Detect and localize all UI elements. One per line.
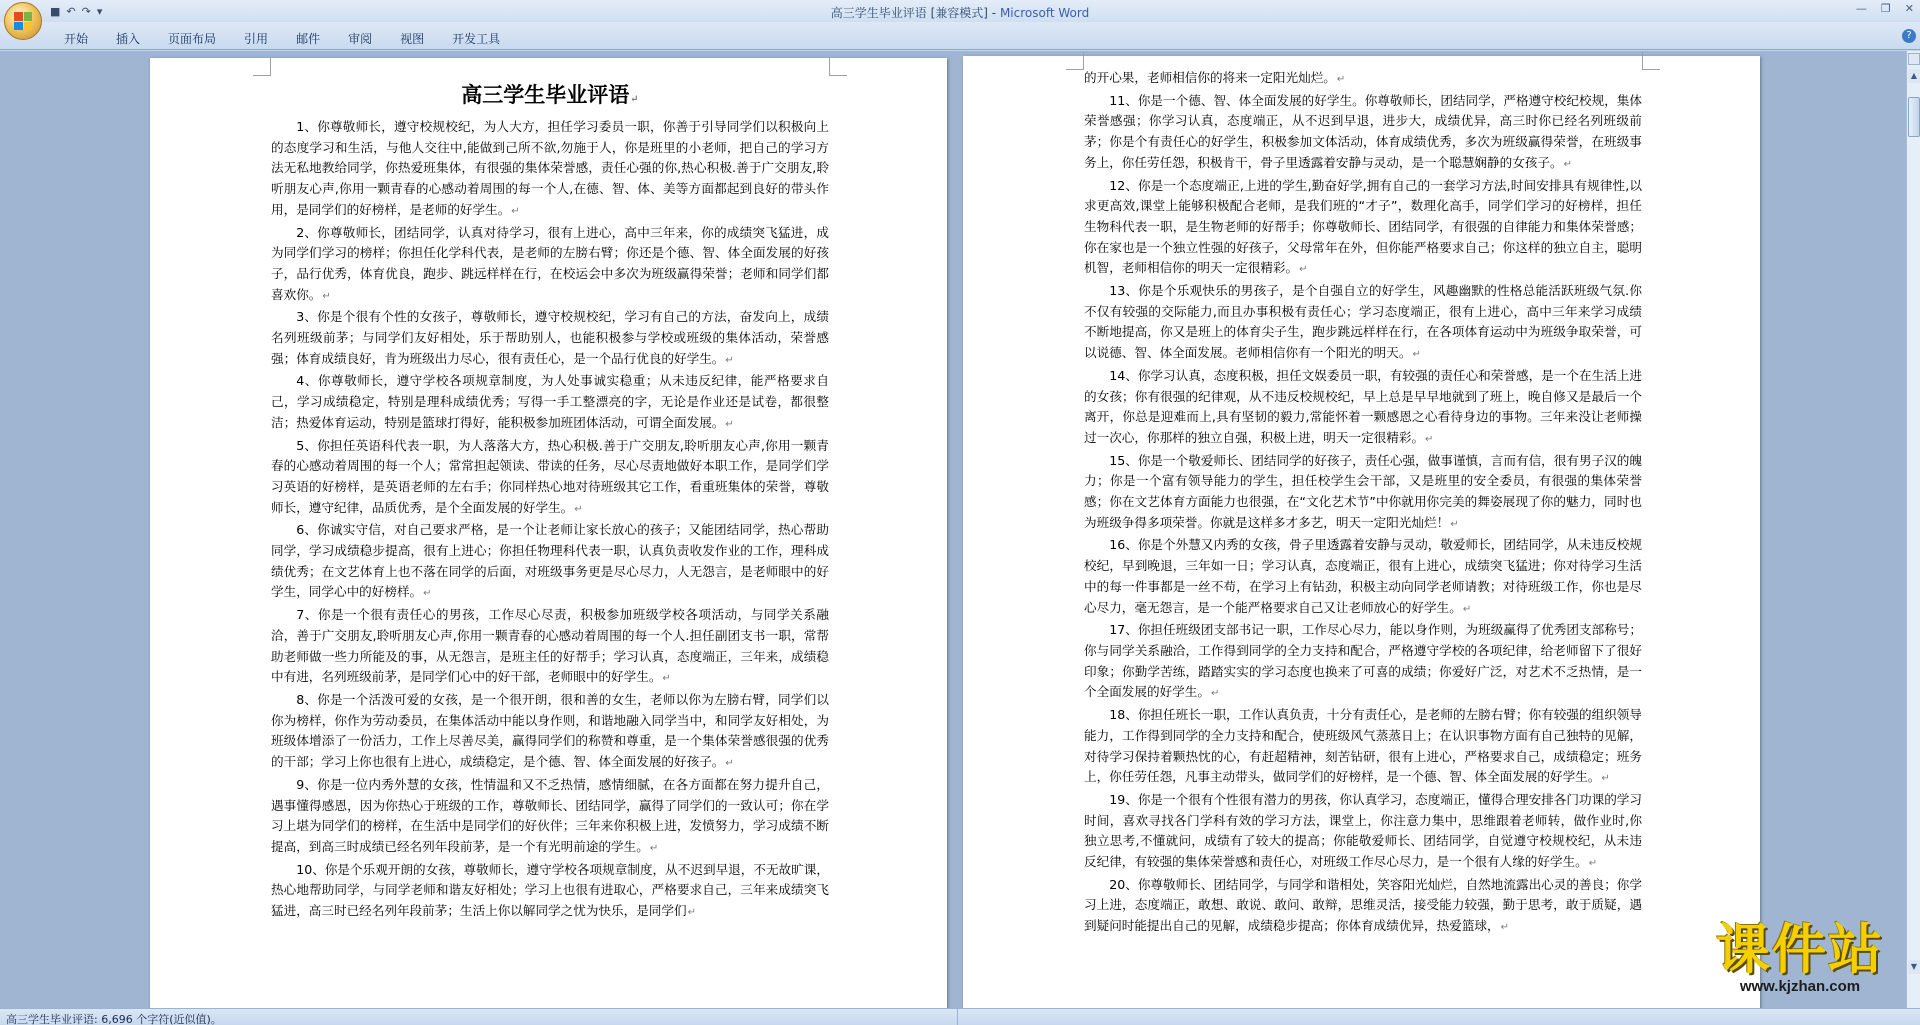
paragraph-mark: ↵: [1588, 858, 1598, 870]
paragraph[interactable]: [1084, 281, 1642, 366]
watermark-url: www.kjzhan.com: [1739, 978, 1861, 995]
watermark-title: 课件站: [1716, 918, 1884, 981]
paragraph-text: 1、你尊敬师长，遵守校规校纪，为人大方，担任学习委员一职，你善于引导同学们以积极向上的态度学习和生活，与他人交往中,能做到己所不欲,勿施于人，你是班里的小老师，把自己的学习方法无私地教给同学，你热爱班集体，有很强的集体荣誉感，责任心强的你,热心积极.善于广交朋友,聆听朋友心声,你用一颗青春的心感动着周围的每一个人,在德、智、体、美等方面都起到良好的带头作用，是同学们的好榜样，是老师的好学生。: [271, 119, 829, 217]
watermark-logo: [1716, 920, 1884, 995]
status-divider: [957, 1008, 958, 1025]
page-content[interactable]: [1084, 68, 1642, 939]
paragraph-text: 17、你担任班级团支部书记一职，工作尽心尽力，能以身作则，为班级赢得了优秀团支部称号；你与同学关系融洽，工作得到同学的全力支持和配合，严格遵守学校的各项纪律，给老师留下了很好印象；你勤学苦练，踏踏实实的学习态度也换来了可喜的成绩；你爱好广泛，对艺术不乏热情，是一个全面发展的好学生。: [1084, 622, 1642, 700]
help-icon[interactable]: ?: [1902, 29, 1916, 43]
paragraph[interactable]: [1084, 91, 1642, 176]
paragraph[interactable]: [1084, 366, 1642, 451]
paragraph-text: 16、你是个外慧又内秀的女孩，骨子里透露着安静与灵动，敬爱师长，团结同学，从未违反校规校纪，早到晚退，三年如一日；学习认真，态度端正，很有上进心，成绩突飞猛进；你对待学习生活中的每一件事都是一丝不苟，在学习上有钻劲，积极主动向同学老师请教；对待班级工作，你也是尽心尽力，毫无怨言，是一个能严格要求自己又让老师放心的好学生。: [1084, 537, 1642, 615]
document-name: 高三学生毕业评语 [兼容模式]: [830, 6, 988, 20]
paragraph-mark: ↵: [1500, 922, 1509, 934]
paragraph-text: 12、你是一个态度端正,上进的学生,勤奋好学,拥有自己的一套学习方法,时间安排具有规律性,以求更高效,课堂上能够积极配合老师，是我们班的“才子”，数理化高手，同学们学习的好榜样，担任生物科代表一职，是生物老师的好帮手；你尊敬师长、团结同学，有很强的自律能力和集体荣誉感；你在家也是一个独立性强的好孩子，父母常年在外，但你能严格要求自己；你这样的独立自主，聪明机智，老师相信你的明天一定很精彩。: [1084, 177, 1642, 276]
tab-3[interactable]: 引用: [244, 32, 269, 46]
paragraph-text: 6、你诚实守信，对自己要求严格，是一个让老师让家长放心的孩子；又能团结同学，热心帮助同学，学习成绩稳步提高，很有上进心；你担任物理科代表一职，认真负责收发作业的工作，理科成绩优秀；在文艺体育上也不落在同学的后面，对班级事务更是尽心尽力，人无怨言，是老师眼中的好学生，同学心中的好榜样。: [271, 522, 829, 600]
margin-corner-mark: [1066, 52, 1084, 70]
paragraph-mark: ↵: [649, 842, 659, 854]
page-content[interactable]: [271, 80, 829, 924]
paragraph[interactable]: [1084, 705, 1642, 790]
paragraph[interactable]: [1084, 176, 1642, 282]
paragraph-text: 5、你担任英语科代表一职，为人落落大方，热心积极.善于广交朋友,聆听朋友心声,你用一颗青春的心感动着周围的每一个人；常常担起领读、带读的任务，尽心尽责地做好本职工作，是同学们学习英语的好榜样，是英语老师的左右手；你同样热心地对待班级其它工作，看重班集体的荣誉，尊敬师长，遵守纪律，品质优秀，是个全面发展的好学生。: [271, 437, 829, 515]
paragraph-mark: ↵: [322, 290, 331, 302]
office-logo-icon: [14, 12, 32, 30]
page-right[interactable]: [963, 56, 1760, 1008]
margin-corner-mark: [1642, 52, 1660, 70]
restore-icon[interactable]: ❐: [1880, 2, 1891, 15]
paragraph-mark: ↵: [1563, 158, 1572, 170]
paragraph-mark: ↵: [1450, 518, 1459, 530]
paragraph-text: 18、你担任班长一职，工作认真负责，十分有责任心，是老师的左膀右臂；你有较强的组织领导能力，工作得到同学的全力支持和配合，使班级风气蒸蒸日上；在认识事物方面有自己独特的见解，对待学习保持着颗热忱的心，有赶超精神，刻苦钻研，很有上进心，严格要求自己，成绩稳定；班务上，你任劳任怨，凡事主动带头，做同学们的好榜样，是一个德、智、体全面发展的好学生。: [1084, 707, 1642, 785]
paragraph-mark: ↵: [725, 758, 734, 770]
margin-corner-mark: [253, 58, 271, 76]
document-title-text: 高三学生毕业评语: [461, 82, 630, 107]
paragraph-text: 20、你尊敬师长、团结同学，与同学和谐相处，笑容阳光灿烂，自然地流露出心灵的善良；你学习上进，态度端正，敢想、敢说、敢问、敢辩，思维灵活，接受能力较强，勤于思考，敢于质疑，遇到疑问时能提出自己的见解，成绩稳步提高；你体育成绩优异，热爱篮球，: [1084, 876, 1642, 934]
paragraph-mark: ↵: [1412, 349, 1421, 361]
paragraph[interactable]: [1084, 535, 1642, 620]
paragraph-mark: ↵: [1601, 773, 1610, 785]
paragraph[interactable]: [271, 520, 829, 605]
document-title[interactable]: [271, 80, 829, 115]
window-controls: [1856, 2, 1914, 15]
redo-icon[interactable]: ↷: [81, 4, 91, 18]
paragraph-text: 13、你是个乐观快乐的男孩子，是个自强自立的好学生，风趣幽默的性格总能活跃班级气氛.你不仅有较强的交际能力,而且办事积极有责任心；学习态度端正，很有上进心，高中三年来学习成绩不断地提高，你又是班上的体育尖子生，跑步跳远样样在行，在各项体育运动中为班级争取荣誉，可以说德、智、体全面发展。老师相信你有一个阳光的明天。: [1084, 283, 1642, 361]
paragraph-text: 的开心果，老师相信你的将来一定阳光灿烂。: [1084, 70, 1336, 85]
paragraph-mark: ↵: [725, 418, 734, 430]
paragraph[interactable]: [271, 690, 829, 775]
paragraph-mark: ↵: [1299, 264, 1308, 276]
paragraph[interactable]: [1084, 620, 1642, 705]
paragraph[interactable]: [271, 436, 829, 521]
paragraph-mark: ↵: [511, 205, 520, 217]
paragraph-text: 10、你是个乐观开朗的女孩，尊敬师长，遵守学校各项规章制度，从不迟到早退，不无故旷课，热心地帮助同学，与同学老师和谐友好相处；学习上也很有进取心，严格要求自己，三年来成绩突飞猛进，高三时已经名列年段前茅；生活上你以解同学之忧为快乐，是同学们: [271, 861, 829, 919]
close-icon[interactable]: ✕: [1904, 2, 1914, 15]
vertical-scrollbar[interactable]: [1906, 51, 1920, 1008]
office-button[interactable]: [4, 2, 42, 40]
paragraph-mark: ↵: [423, 588, 432, 600]
ribbon: [0, 22, 1920, 50]
tab-6[interactable]: 视图: [400, 32, 425, 46]
window-title: [0, 4, 1920, 21]
paragraph[interactable]: [1084, 790, 1642, 875]
paragraph-mark: ↵: [574, 503, 583, 515]
title-bar: [0, 0, 1920, 22]
tab-7[interactable]: 开发工具: [452, 32, 501, 46]
paragraph-text: 19、你是一个很有个性很有潜力的男孩，你认真学习，态度端正，懂得合理安排各门功课的学习时间，喜欢寻找各门学科有效的学习方法，课堂上，你注意力集中，思维跟着老师转，做作业时,你独立思考,不懂就问，成绩有了较大的提高；你能敬爱师长、团结同学，自觉遵守校规校纪，从未违反纪律，有较强的集体荣誉感和责任心，对班级工作尽心尽力，是一个很有人缘的好学生。: [1084, 791, 1642, 870]
paragraph-text: 7、你是一个很有责任心的男孩，工作尽心尽责，积极参加班级学校各项活动，与同学关系融洽，善于广交朋友,聆听朋友心声,你用一颗青春的心感动着周围的每一个人.担任副团支书一职，常帮助老师做一些力所能及的事，从无怨言，是班主任的好帮手；学习认真，态度端正，三年来，成绩稳中有进，名列班级前茅，是同学们心中的好干部，老师眼中的好学生。: [271, 607, 829, 685]
paragraph-text: 3、你是个很有个性的女孩子，尊敬师长，遵守校规校纪，学习有自己的方法，奋发向上，成绩名列班级前茅；与同学们友好相处，乐于帮助别人，也能积极参与学校或班级的集体活动，荣誉感强；体育成绩良好，肯为班级出力尽心，很有责任心，是一个品行优良的好学生。: [271, 309, 829, 366]
ribbon-tabs: [50, 28, 514, 49]
paragraph[interactable]: [271, 605, 829, 690]
chevron-down-icon[interactable]: ▾: [96, 4, 103, 18]
tab-1[interactable]: 插入: [116, 32, 141, 46]
tab-2[interactable]: 页面布局: [168, 32, 217, 46]
document-workspace[interactable]: [0, 51, 1906, 1008]
paragraph[interactable]: [1084, 875, 1642, 939]
save-icon[interactable]: ■: [50, 4, 61, 18]
scroll-up-icon[interactable]: ▲: [1908, 69, 1920, 83]
paragraph[interactable]: [271, 223, 829, 308]
paragraph-mark: ↵: [662, 673, 671, 685]
paragraph-mark: ↵: [630, 94, 639, 105]
paragraph-mark: ↵: [1462, 603, 1472, 615]
tab-4[interactable]: 邮件: [296, 32, 321, 46]
paragraph-text: 2、你尊敬师长，团结同学，认真对待学习，很有上进心，高中三年来，你的成绩突飞猛进，成为同学们学习的榜样；你担任化学科代表，是老师的左膀右臂；你还是个德、智、体全面发展的好孩子，品行优秀，体育优良，跑步、跳远样样在行，在校运会中多次为班级赢得荣誉；老师和同学们都喜欢你。: [271, 224, 829, 302]
paragraph-mark: ↵: [1336, 74, 1346, 85]
paragraph-text: 4、你尊敬师长，遵守学校各项规章制度，为人处事诚实稳重；从未违反纪律，能严格要求自己，学习成绩稳定，特别是理科成绩优秀；写得一手工整漂亮的字，无论是作业还是试卷，都很整洁；热爱体育运动，特别是篮球打得好，能积极参加班团体活动，可谓全面发展。: [271, 373, 829, 430]
ruler-toggle-icon[interactable]: [1908, 53, 1920, 65]
minimize-icon[interactable]: —: [1855, 2, 1867, 15]
paragraph[interactable]: [271, 775, 829, 860]
paragraph-mark: ↵: [687, 907, 696, 919]
paragraph[interactable]: [1084, 68, 1642, 91]
scroll-thumb[interactable]: [1908, 97, 1920, 137]
paragraph-mark: ↵: [1210, 688, 1220, 700]
paragraph-text: 14、你学习认真，态度积极，担任文娱委员一职，有较强的责任心和荣誉感，是一个在生活上进的女孩；你有很强的纪律观，从不违反校规校纪，早上总是早早地就到了班上，晚自修又是最后一个离开，你总是迎难而上,具有坚韧的毅力,常能怀着一颗感恩之心看待身边的事物。三年来没让老师操过一次心，你那样的独立自强，积极上进，明天一定很精彩。: [1084, 367, 1642, 445]
title-separator: -: [987, 6, 1000, 20]
paragraph-text: 9、你是一位内秀外慧的女孩，性情温和又不乏热情，感情细腻，在各方面都在努力提升自己，遇事懂得感恩，因为你热心于班级的工作，尊敬师长、团结同学，赢得了同学们的一致认可；你在学习上堪为同学们的榜样，在生活中是同学们的好伙伴；三年来你积极上进，发愤努力，学习成绩不断提高，到高三时成绩已经名列年段前茅，是一个有光明前途的学生。: [271, 776, 829, 854]
margin-corner-mark: [829, 58, 847, 76]
word-count-status[interactable]: 高三学生毕业评语: 6,696 个字符(近似值)。: [6, 1013, 222, 1025]
page-left[interactable]: [150, 58, 947, 1008]
paragraph[interactable]: [1084, 451, 1642, 536]
tab-5[interactable]: 审阅: [348, 32, 373, 46]
tab-0[interactable]: 开始: [64, 32, 89, 46]
paragraph[interactable]: [271, 371, 829, 435]
paragraph[interactable]: [271, 860, 829, 924]
paragraph-text: 15、你是一个敬爱师长、团结同学的好孩子，责任心强，做事谨慎，言而有信，很有男子汉的魄力；你是一个富有领导能力的学生，担任校学生会干部，又是班里的安全委员，有很强的集体荣誉感；你在文艺体育方面能力也很强，在“文化艺术节”中你就用你完美的舞姿展现了你的魅力，同时也为班级争得多项荣誉。你就是这样多才多艺，明天一定阳光灿烂！: [1084, 452, 1642, 530]
app-name: Microsoft Word: [999, 6, 1090, 20]
paragraph-mark: ↵: [725, 354, 734, 366]
status-bar: [0, 1008, 1920, 1025]
paragraph[interactable]: [271, 307, 829, 371]
paragraph-text: 11、你是一个德、智、体全面发展的好学生。你尊敬师长，团结同学，严格遵守校纪校规，集体荣誉感强；你学习认真，态度端正，从不迟到早退，进步大，成绩优异，高三时你已经名列班级前茅；你是个有责任心的好学生，积极参加文体活动，体育成绩优秀，多次为班级赢得荣誉，在班级事务上，你任劳任怨，积极肯干，骨子里透露着安静与灵动，是一个聪慧娴静的女孩子。: [1084, 92, 1642, 170]
undo-icon[interactable]: ↶: [66, 4, 76, 18]
paragraph[interactable]: [271, 117, 829, 223]
paragraph-text: 8、你是一个活泼可爱的女孩，是一个很开朗，很和善的女生，老师以你为左膀右臂，同学们以你为榜样，你作为劳动委员，在集体活动中能以身作则，和谐地融入同学当中，和同学友好相处，为班级体增添了一份活力，工作上尽善尽美，赢得同学们的称赞和尊重，是一个集体荣誉感很强的优秀的干部；学习上你也很有上进心，成绩稳定，是个德、智、体全面发展的好孩子。: [271, 691, 829, 770]
scroll-down-icon[interactable]: ▼: [1908, 960, 1920, 974]
paragraph-mark: ↵: [1425, 433, 1434, 445]
